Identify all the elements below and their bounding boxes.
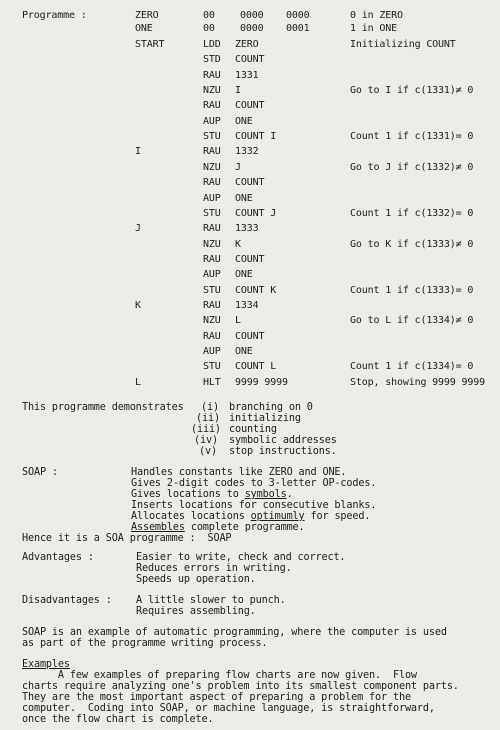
advantage-item: Reduces errors in writing.	[136, 563, 292, 574]
row-op: ONE	[135, 23, 153, 34]
row-label: L	[135, 376, 141, 388]
soap-line: Gives 2-digit codes to 3-letter OP-codes.	[131, 478, 377, 489]
row-op: RAU	[203, 253, 221, 265]
row-addr: 1334	[235, 299, 259, 311]
row-label: J	[135, 223, 141, 235]
demo-num: (ii)	[196, 413, 220, 424]
row-addr: COUNT	[235, 100, 265, 112]
row-label: START	[135, 39, 165, 50]
row-op: STU	[203, 284, 221, 296]
soap-label: SOAP :	[22, 467, 58, 478]
symbols-word: symbols	[244, 489, 287, 500]
row-op: LDD	[203, 39, 221, 50]
row-addr: COUNT I	[235, 131, 277, 143]
row-addr: COUNT K	[235, 284, 277, 296]
row-op: STU	[203, 361, 221, 373]
paragraph-line: computer. Coding into SOAP, or machine language, is straightforward,	[22, 703, 435, 714]
row-op: NZU	[203, 161, 221, 173]
soap-line-text: Allocates locations	[131, 511, 251, 522]
examples-heading: Examples	[22, 659, 70, 670]
soap-line-text: Gives locations to	[131, 489, 245, 500]
row-op: RAU	[203, 146, 221, 158]
row-addr: ONE	[235, 269, 253, 281]
advantage-item: Easier to write, check and correct.	[136, 552, 346, 563]
row-op: AUP	[203, 346, 221, 357]
row-addr: 1332	[235, 146, 259, 158]
soap-line: Handles constants like ZERO and ONE.	[131, 467, 347, 478]
row-addr: ZERO	[235, 39, 259, 50]
row-addr: COUNT	[235, 330, 265, 342]
row-addr: ONE	[235, 192, 253, 204]
demo-text: symbolic addresses	[229, 435, 337, 446]
row-addr: COUNT	[235, 54, 265, 66]
demonstrates-intro: This programme demonstrates	[22, 402, 184, 413]
advantages-label: Advantages :	[22, 552, 94, 563]
soap-line: Inserts locations for consecutive blanks.	[131, 500, 377, 511]
demo-num: (i)	[201, 402, 219, 413]
row-op: RAU	[203, 330, 221, 342]
demo-text: stop instructions.	[229, 446, 337, 457]
row-op: STD	[203, 54, 221, 66]
row-op: HLT	[203, 376, 221, 388]
programme-heading: Programme :	[22, 10, 87, 21]
row-val: 0000	[240, 10, 264, 21]
row-addr: 00	[203, 10, 215, 21]
paragraph-line: once the flow chart is complete.	[22, 714, 214, 725]
row-val2: 0000	[286, 10, 310, 21]
row-val: 0000	[240, 23, 264, 34]
row-op: RAU	[203, 177, 221, 189]
hence-line: Hence it is a SOA programme : SOAP	[22, 533, 232, 544]
row-op: RAU	[203, 100, 221, 112]
demo-num: (iii)	[191, 424, 221, 435]
row-label: K	[135, 299, 141, 311]
row-op: STU	[203, 131, 221, 143]
row-comment: Count 1 if c(1333)= 0	[350, 284, 474, 296]
advantage-item: Speeds up operation.	[136, 574, 256, 585]
row-comment: Count 1 if c(1332)= 0	[350, 207, 474, 219]
row-op: AUP	[203, 115, 221, 127]
row-comment: 1 in ONE	[350, 23, 397, 34]
demo-text: branching on 0	[229, 402, 313, 413]
row-op: AUP	[203, 269, 221, 281]
row-addr: 00	[203, 23, 215, 34]
row-addr: I	[235, 85, 241, 97]
row-addr: L	[235, 315, 241, 327]
demo-num: (v)	[199, 446, 217, 457]
row-comment: Go to K if c(1333)≠ 0	[350, 238, 474, 250]
assembles-word: Assembles	[131, 522, 185, 533]
paragraph-line: SOAP is an example of automatic programming, where the computer is used	[22, 627, 447, 638]
disadvantages-label: Disadvantages :	[22, 595, 112, 606]
row-addr: ONE	[235, 115, 253, 127]
row-comment: Count 1 if c(1331)= 0	[350, 131, 474, 143]
row-addr: COUNT L	[235, 361, 277, 373]
soap-line-tail: complete programme.	[184, 522, 305, 533]
row-comment: Go to J if c(1332)≠ 0	[350, 161, 474, 173]
row-op: NZU	[203, 85, 221, 97]
demo-num: (iv)	[194, 435, 218, 446]
row-op: RAU	[203, 299, 221, 311]
row-comment: 0 in ZERO	[350, 10, 403, 21]
optimumly-word: optimumly	[250, 511, 305, 522]
paragraph-line: charts require analyzing one's problem into its smallest component parts.	[22, 681, 459, 692]
row-comment: Go to L if c(1334)≠ 0	[350, 315, 474, 327]
disadvantage-item: A little slower to punch.	[136, 595, 286, 606]
paragraph-line: A few examples of preparing flow charts are now given. Flow	[22, 670, 417, 681]
row-addr: 1333	[235, 223, 259, 235]
row-addr: J	[235, 161, 241, 173]
demo-text: counting	[229, 424, 277, 435]
paragraph-line: They are the most important aspect of preparing a problem for the	[22, 692, 411, 703]
row-addr: COUNT	[235, 253, 265, 265]
row-addr: 1331	[235, 69, 259, 81]
row-addr: COUNT J	[235, 207, 277, 219]
row-op: RAU	[203, 223, 221, 235]
row-op: STU	[203, 207, 221, 219]
row-label: I	[135, 146, 141, 158]
row-comment: Stop, showing 9999 9999	[350, 376, 486, 388]
row-val2: 0001	[286, 23, 310, 34]
disadvantage-item: Requires assembling.	[136, 606, 256, 617]
row-addr: COUNT	[235, 177, 265, 189]
row-comment: Initializing COUNT	[350, 39, 456, 50]
row-op: NZU	[203, 238, 221, 250]
row-comment: Go to I if c(1331)≠ 0	[350, 85, 474, 97]
paragraph-line: as part of the programme writing process.	[22, 638, 268, 649]
row-addr: 9999 9999	[235, 376, 288, 388]
row-op: RAU	[203, 69, 221, 81]
soap-line-tail: for speed.	[304, 511, 371, 522]
demo-text: initializing	[229, 413, 301, 424]
soap-line-tail: .	[286, 489, 293, 500]
row-op: ZERO	[135, 10, 159, 21]
row-addr: ONE	[235, 346, 253, 357]
row-op: NZU	[203, 315, 221, 327]
row-comment: Count 1 if c(1334)= 0	[350, 361, 474, 373]
row-addr: K	[235, 238, 241, 250]
row-op: AUP	[203, 192, 221, 204]
